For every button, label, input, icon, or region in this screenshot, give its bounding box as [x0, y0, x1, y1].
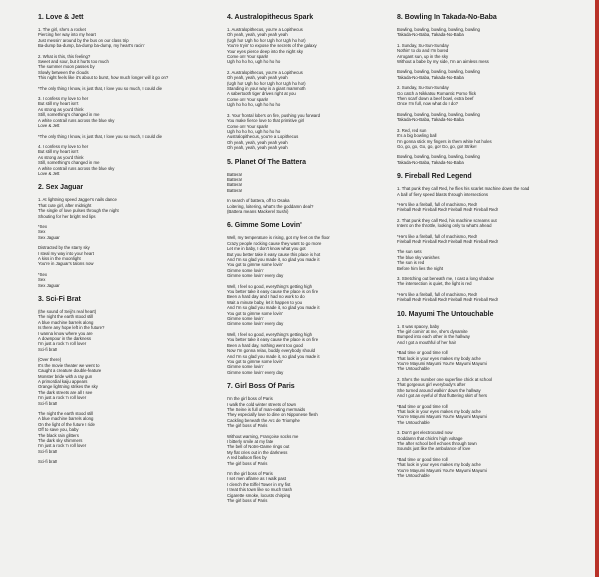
- song-block: [227, 221, 390, 375]
- song-title: 9. Fireball Red Legend: [397, 173, 472, 181]
- song-block: [38, 183, 203, 288]
- song-block: [227, 382, 390, 503]
- song-block: [227, 13, 390, 151]
- lyric-verse: 2. That punk they call Red, his machine screams out Intent on the throttle, looking only to what's ahead: [397, 217, 497, 229]
- song-block: [38, 295, 203, 465]
- song-title: 6. Gimme Some Lovin': [227, 222, 302, 230]
- lyric-verse: *He's like a fireball, full of machismo, Red! Fireball Red! Fireball Red! Fireball Red! Fireball Red!: [397, 201, 499, 213]
- lyric-verse: (the sound of Seiji's real heart) The night the earth stood still A blue machine barrels along Is there any hope left in the future? I wanna know where you are A downpour in the darkness I'm just a rock 'n roll lover Sci-fi brat!: [38, 309, 105, 352]
- song-title: 4. Australopithecus Spark: [227, 14, 314, 21]
- lyric-verse: Battera! Battera! Battera! Battera!: [227, 171, 243, 193]
- lyric-verse: Well, I feel so good, everything's getting high You better take it easy cause the place is on fire Been a hard day and I had no work to do Wait a minute baby, let it happen to you And I'm so glad you made it, so glad you made it You got to gimme some lovin' Gimme some lovin' Gimme some lovin' every day: [227, 283, 320, 327]
- lyric-verse: 3. I confess my love to her But still my heart isn't As strong as you'd think Still, something's changed in me A white contrail runs across the blue sky Love & Jett: [38, 96, 115, 129]
- lyric-verse: *Bad time or good time roll That look in your eyes makes my body ache You're Mayumi Mayumi You're Mayumi Mayumi The Untouchable: [397, 350, 487, 372]
- lyrics-column-left: [38, 13, 203, 472]
- lyric-verse: *Sex Sex Sex Jaguar: [38, 223, 60, 240]
- lyric-verse: *The only thing I know, is just that, I love you so much, I could die: [38, 133, 162, 139]
- lyric-verse: *He's like a fireball, full of machismo, Red! Fireball Red! Fireball Red! Fireball Red! Fireball Red!: [397, 233, 499, 244]
- lyric-verse: 2. Australopithecus, you're a Lopithecus Oh yeah, yeah, yeah yeah yeah (Ugh ho! Ugh ho ho! Ugh ho! Ugh ho ho!) Standing in your way is a giant mammoth A sabertooth tiger drives right at you Come on! Your spark! Ugh ho ho ho, ugh ho ho ho: [227, 69, 306, 108]
- lyric-verse: *Bad time or good time roll That look in your eyes makes my body ache You're Mayumi Mayumi You're Mayumi Mayumi The Untouchable: [397, 403, 487, 425]
- song-title: 8. Bowling In Takada-No-Baba: [397, 14, 497, 21]
- song-block: [38, 13, 203, 176]
- lyric-verse: Bowling, bowling, bowling, bowling, bowling Takada-No-Baba, Takada-No-Baba: [397, 27, 480, 38]
- lyric-verse: In search of battera, off to Osaka Loitering, loitering, what's the goddamn deal? (Battera means Mackerel Sushi): [227, 198, 314, 214]
- lyric-verse: The sun sets The blue sky vanishes The sun is red Before him lies the night: [397, 249, 444, 271]
- lyric-verse: Bowling, bowling, bowling, bowling, bowling Takada-No-Baba, Takada-No-Baba: [397, 111, 480, 123]
- song-block: [397, 172, 582, 303]
- lyric-verse: 4. I confess my love to her But still my heart isn't As strong as you'd think Still, something's changed in me A white contrail runs across the blue sky Love & Jett: [38, 143, 115, 176]
- lyric-verse: Bowling, bowling, bowling, bowling, bowling Takada-No-Baba, Takada-No-Baba: [397, 69, 480, 80]
- lyric-verse: 2. What is this, this feeling? Sweet and sour, but it hurts too much The summer moon passes by Slowly between the clouds This night feels like it's about to burst, how much longer will it go on?: [38, 53, 169, 81]
- lyric-verse: Sci-fi brat!: [38, 459, 58, 465]
- lyric-verse: *Bad time or good time roll That look in your eyes makes my body ache You're Mayumi Mayumi You're Mayumi Mayumi The Untouchable: [397, 456, 487, 478]
- lyric-verse: Without warning, Françoise socks me I bitterly smile at my fate The bell of Notre-Dame rings out My flat cries out in the darkness A red balloon flies by The girl boss of Paris: [227, 433, 299, 466]
- lyric-verse: 1. It was spacey, baby The girl comin' at me, she's dynamite Bumped into each other in the hallway And I got a mouthful of her hair: [397, 323, 470, 345]
- lyric-verse: The night the earth stood still A blue machine barrels along On the light of the future I ride Off to save you, baby The black rain glitters The dark sky shimmers I'm just a rock 'n roll lover Sci-fi brat!: [38, 410, 95, 454]
- lyric-verse: 3. Your frontal lobe's on fire, pushing you forward You make fierce love to that primitive girl Come on! Your spark! Ugh ho ho ho, ugh ho ho ho Australopithecus, you're a Lopithecus Oh yeah, yeah, yeah yeah yeah Oh yeah, yeah, yeah yeah yeah: [227, 112, 321, 151]
- lyric-verse: 1. At lightning speed Jagger's nails dance That cute girl, after midnight The single of love pulses through the night Shouting for her bright red lips: [38, 197, 119, 219]
- lyric-verse: I'm the girl boss of Paris I set men aflame as I walk past I clench the Eiffel Tower in my fist I treat this town like so much trash Cigarette smoke, locusts chirping The girl boss of Paris: [227, 471, 292, 504]
- song-title: 1. Love & Jett: [38, 14, 84, 21]
- lyric-verse: Distracted by the starry sky I steal my way into your heart A kiss in the moonlight You're in Jaguar's talons now: [38, 245, 94, 267]
- lyric-verse: 3. Red, red sun It's a big bowling ball I'm gonna stick my fingers in them white hot holes Go, go, go, Go, go, go! Go, go, go! Strike!: [397, 127, 492, 149]
- lyric-verse: 1. Sunday, Su-Sun-Sunday Nothin' to do and I'm bored Arrogant sun, up in the sky Without a babe by my side, I'm an aimless mess: [397, 42, 489, 65]
- song-block: [397, 310, 582, 479]
- lyric-verse: 3. Don't get electrocuted now Goddamn that chick's high voltage The after school bell echoes through town Sounds just like the ambulance of love: [397, 430, 477, 452]
- lyric-verse: 1. That punk they call Red, he flies his scarlet machine down the road A ball of fiery speed blasts through intersections: [397, 186, 530, 197]
- lyric-verse: 2. Sunday, Su-Sun-Sunday Go catch a Nikkatsu Romantic Porno flick Then scarf down a beef bowl, extra beef Once I'm full, now what do I do?: [397, 85, 477, 107]
- lyric-verse: Well, I feel so good, everything's getting high You better take it easy cause the place is on fire Been a hard day, nothing went too good Now I'm gonna relax, buddy everybody should And I'm so glad you made it, so glad you made it You got to gimme some lovin' Gimme some lovin' Gimme some lovin' every day: [227, 331, 320, 375]
- song-title: 2. Sex Jaguar: [38, 184, 84, 192]
- lyrics-column-right: [397, 13, 582, 485]
- lyric-verse: (Over there) It's the movie theater we went to Caught a creature double-feature Monster bride with a ray gun A primordial kaiju appears Orange lightning strikes the sky The dark streets are all I see I'm just a rock 'n roll lover Sci-fi brat!: [38, 357, 102, 406]
- lyric-verse: *Sex Sex Sex Jaguar: [38, 271, 60, 288]
- lyric-verse: *He's like a fireball, full of machismo, Red! Fireball Red! Fireball Red! Fireball Red! Fireball Red!: [397, 291, 499, 303]
- lyric-verse: 1. The girl, she's a rocket Piercing her way into my heart Just messin' around by the bus on our class trip Ba-dump ba-dump, ba-dump ba-dump, my heart's racin': [38, 27, 145, 49]
- song-title: 10. Mayumi The Untouchable: [397, 310, 494, 318]
- song-block: [227, 158, 390, 215]
- lyric-verse: Bowling, bowling, bowling, bowling, bowling Takada-No-Baba, Takada-No-Baba: [397, 154, 480, 165]
- lyric-verse: I'm the girl boss of Paris I walk the cold winter streets of town The Seine is full of man-eating mermaids They especially love to dine on Nipponese flesh Cackling beneath the Arc de Triomphe The girl boss of Paris: [227, 396, 318, 429]
- song-title: 7. Girl Boss Of Paris: [227, 383, 295, 391]
- lyric-verse: *The only thing I know, is just that, I love you so much, I could die: [38, 85, 162, 91]
- lyric-verse: 3. Stretching out beneath me, I cast a long shadow The intersection is quiet, the light is red: [397, 276, 494, 287]
- song-title: 5. Planet Of The Battera: [227, 158, 306, 166]
- song-title: 3. Sci-Fi Brat: [38, 296, 81, 304]
- lyric-verse: 1. Australopithecus, you're a Lopithecus Oh yeah, yeah, yeah yeah yeah (Ugh ho! Ugh ho ho! Ugh ho! Ugh ho ho!) You're tryin' to expose the secrets of the galaxy Your eyes pierce deep into the night sky Come on! Your spark! Ugh ho ho ho, ugh ho ho ho: [227, 27, 317, 65]
- song-block: [397, 13, 582, 165]
- page-edge-bar: [595, 0, 599, 577]
- lyrics-column-middle: [227, 13, 390, 510]
- lyric-verse: Well, my temperature is rising, got my feet on the floor Crazy people rocking cause they want to go more Let me in baby, I don't know what you got But you better take it easy cause this place is hot And I'm so glad you made it, so glad you made it You got to gimme some lovin' Gimme some lovin' Gimme some lovin' every day: [227, 235, 330, 279]
- lyric-verse: 2. She's the number one superfine chick at school That gorgeous girl everybody's after She turned around walkin' down the hallway And I got an eyeful of that fluttering skirt of hers: [397, 376, 492, 399]
